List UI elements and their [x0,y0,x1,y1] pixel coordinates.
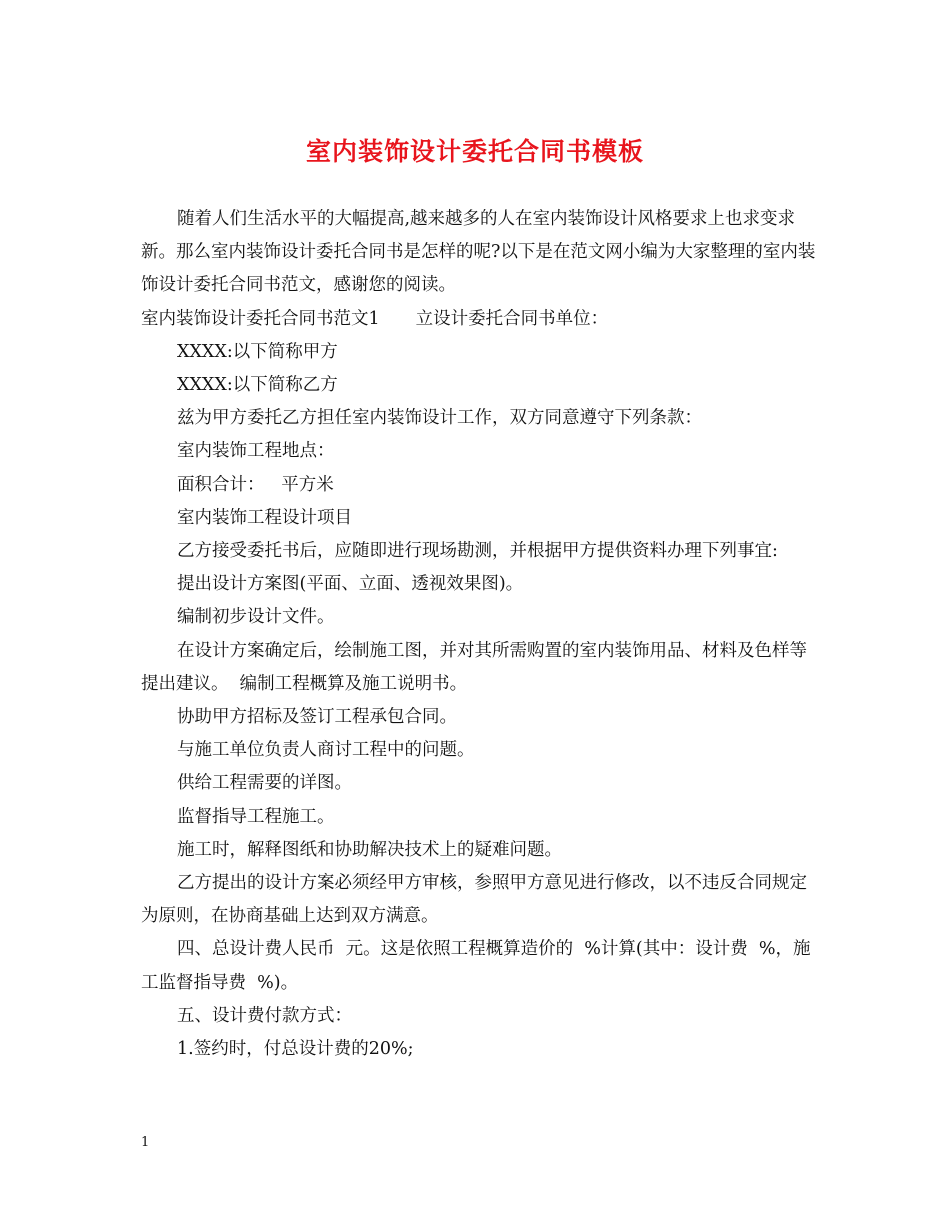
party-b-line: XXXX:以下简称乙方 [177,375,338,396]
task-item: 施工时，解释图纸和协助解决技术上的疑难问题。 [177,839,562,860]
task-item: 与施工单位负责人商讨工程中的问题。 [177,740,475,761]
sample-heading: 室内装饰设计委托合同书范文1 [141,308,380,329]
location-line: 室内装饰工程地点： [177,441,335,462]
page-number: 1 [141,1135,150,1150]
intro-paragraph: 随着人们生活水平的大幅提高,越来越多的人在室内装饰设计风格要求上也求变求新。那么室内装饰设计委托合同书是怎样的呢?以下是在范文网小编为大家整理的室内装饰设计委托合同书范文，感谢您的阅读。 [141,209,816,296]
task-item: 协助甲方招标及签订工程承包合同。 [177,707,457,728]
agreement-line: 兹为甲方委托乙方担任室内装饰设计工作，双方同意遵守下列条款： [177,408,702,429]
area-line: 面积合计： 平方米 [177,474,334,495]
project-line: 室内装饰工程设计项目 [177,507,352,528]
sample-heading-line [141,303,821,336]
task-item: 编制初步设计文件。 [177,607,335,628]
payment-heading: 五、设计费付款方式： [177,1005,352,1026]
task-item: 提出设计方案图(平面、立面、透视效果图)。 [177,574,524,595]
task-item: 供给工程需要的详图。 [177,773,352,794]
tasks-intro-line: 乙方接受委托书后，应随即进行现场勘测，并根据甲方提供资料办理下列事宜: [177,541,778,562]
document-title: 室内装饰设计委托合同书模板 [305,137,644,166]
party-a-line: XXXX:以下简称甲方 [177,341,338,362]
task-item: 监督指导工程施工。 [177,806,335,827]
document-body [141,203,821,1066]
fee-paragraph: 四、总设计费人民币 元。这是依照工程概算造价的 %计算(其中：设计费 %，施工监督指导费 %)。 [141,939,811,993]
task-item: 在设计方案确定后，绘制施工图，并对其所需购置的室内装饰用品、材料及色样等提出建议。 编制工程概算及施工说明书。 [141,640,807,694]
review-paragraph: 乙方提出的设计方案必须经甲方审核，参照甲方意见进行修改，以不违反合同规定为原则，在协商基础上达到双方满意。 [141,873,807,927]
sample-heading-tail: 立设计委托合同书单位： [415,308,609,329]
payment-item: 1.签约时，付总设计费的20%; [177,1039,414,1060]
